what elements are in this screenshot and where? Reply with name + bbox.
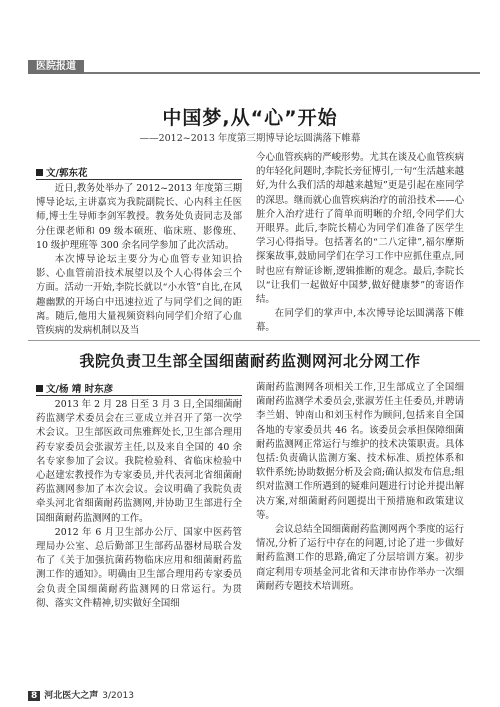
article2-para: 菌耐药监测网各项相关工作,卫生部成立了全国细菌耐药监测学术委员会,张淑芳任主任委员,并聘请李兰娟、钟南山和刘玉村作为顾问,包括来自全国各地的专家委员共 46 名。该委员会承担保障细菌耐药监测网正常运行与维护的技术决策职责。具体包括:负责确认监测方案、技术标准、质控体系和软件系统;协助数据分析及会商;确认拟发布信息;组织对监测工作所遇到的疑难问题进行讨论并提出解决方案,对细菌耐药问题提出干预措施和政策建议等。 (256, 382, 464, 521)
article1-subtitle: ——2012~2013 年度第三期博导论坛圆满落下帷幕 (139, 133, 361, 144)
article1-col-left (36, 182, 242, 338)
article1-para: 近日,教务处举办了 2012~2013 年度第三期博导论坛,主讲嘉宾为我院副院长、心内科主任医师,博士生导师李剑军教授。教务处负责同志及部分住课老师和 09 级本硕班、临床班、影像班、10 级护理班等 300 余名同学参加了此次活动。 (36, 183, 242, 251)
article1-para: 今心血管疾病的严峻形势。尤其在谈及心血管疾病的年轻化问题时,李院长旁征博引,一句“生活越来越好,为什么我们活的却越来越短”更是引起在座同学的深思。继而就心血管疾病治疗的前沿技术——心脏介入治疗进行了简单而明晰的介绍,令同学们大开眼界。此后,李院长精心为同学们准备了医学生学习心得指导。包括著名的“二八定律”,福尔摩斯探案故事,鼓励同学们在学习工作中应抓住重点,同时也应有辩证诊断,逻辑推断的观念。最后,李院长以“让我们一起做好中国梦,做好健康梦”的寄语作结。 (256, 152, 464, 306)
article2-col-right (256, 381, 464, 594)
article1-byline-rule (36, 179, 242, 180)
article-divider (28, 340, 480, 341)
section-tag: 医院报道 (28, 60, 84, 74)
journal-name: 河北医大之声 (44, 691, 99, 701)
article2-para: 2013 年 2 月 28 日至 3 月 3 日,全国细菌耐药监测学术委员会在三亚成立并召开了第一次学术会议。卫生部医政司焦雅辉处长,卫生部合理用药专家委员会张淑芳主任,以及来自全国的 40 余名专家参加了会议。我院检验科、省临床检验中心赵建宏教授作为专家委员,并代表河北省细菌耐药监测网参加了本次会议。会议明确了我院负责牵头河北省细菌耐药监测网,并协助卫生部进行全国细菌耐药监测网的工作。 (36, 399, 242, 524)
article2-title: 我院负责卫生部全国细菌耐药监测网河北分网工作 (79, 352, 421, 370)
article2-byline-text: 文/杨 靖 时东彦 (46, 384, 114, 395)
article2-byline (36, 381, 113, 395)
square-bullet-icon (36, 385, 43, 392)
article2-para: 2012 年 6 月卫生部办公厅、国家中医药管理局办公室、总后勤部卫生部药品器材局联合发布了《关于加强抗菌药物临床应用和细菌耐药监测工作的通知》。明确由卫生部合理用药专家委员会负责全国细菌耐药监测网的日常运行。为贯彻、落实文件精神,切实做好全国细 (36, 526, 242, 609)
article2-para: 会议总结全国细菌耐药监测网两个季度的运行情况,分析了运行中存在的问题,讨论了进一步做好耐药监测工作的思路,确定了分层培训方案。初步商定利用专项基金河北省和天津市协作举办一次细菌耐药专题技术培训班。 (256, 524, 464, 592)
page-number: 8 (28, 691, 40, 701)
issue-number: 3/2013 (102, 691, 134, 701)
article1-para: 在同学们的掌声中,本次博导论坛圆满落下帷幕。 (256, 308, 464, 334)
page-footer (28, 688, 134, 701)
article1-col-right (256, 151, 464, 336)
article2-col-left (36, 398, 242, 611)
article1-title: 中国梦,从“心”开始 (162, 107, 338, 129)
article2-byline-rule (36, 395, 242, 396)
header-rule (28, 72, 480, 74)
article1-byline (36, 165, 87, 179)
square-bullet-icon (36, 169, 43, 176)
article1-para: 本次博导论坛主要分为心血管专业知识拾影、心血管前沿技术展望以及个人心得体会三个方面。活动一开始,李院长就以“小水管”自比,在风趣幽默的开场白中迅速拉近了与同学们之间的距离。随后,他用大量视频资料向同学们介绍了心血管疾病的发病机制以及当 (36, 254, 242, 337)
article1-byline-text: 文/郭东花 (46, 168, 88, 179)
